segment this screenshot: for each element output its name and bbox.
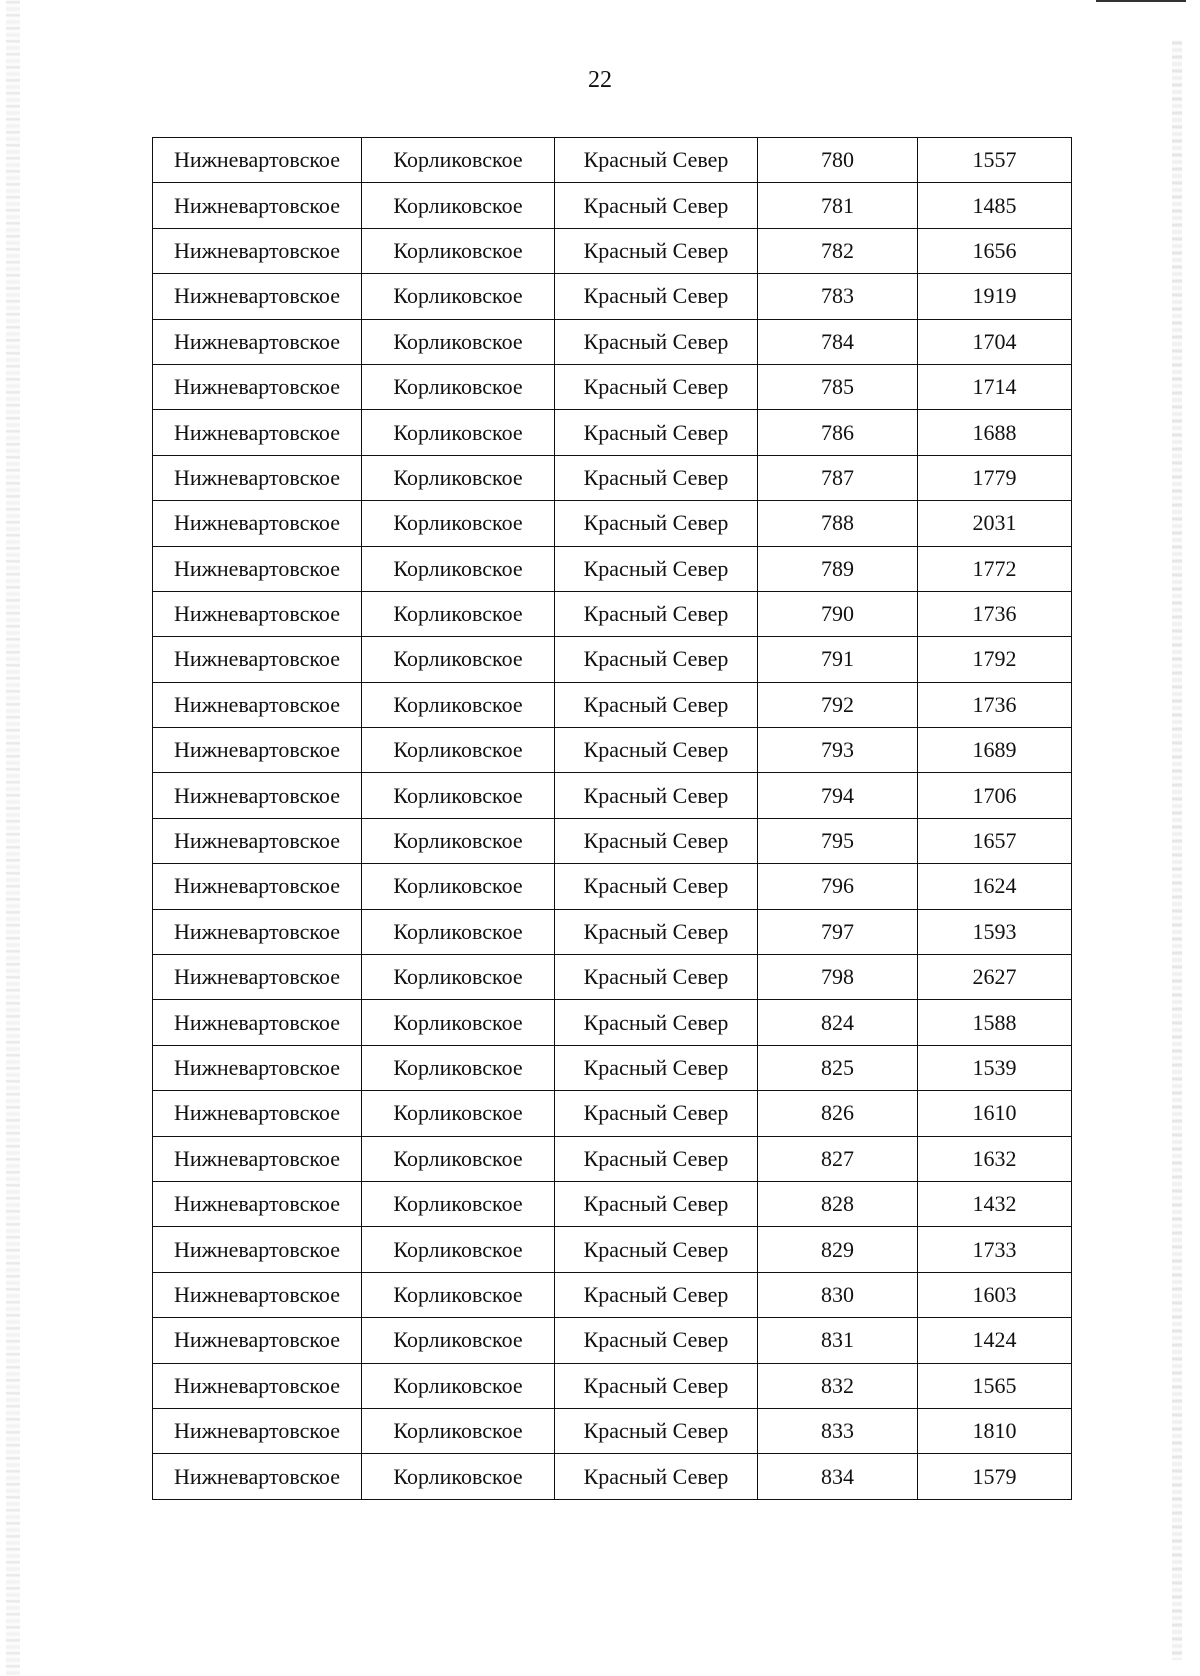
scan-top-line <box>1096 0 1186 2</box>
value-cell: 1539 <box>918 1045 1072 1090</box>
area-cell: Красный Север <box>555 637 758 682</box>
table-row <box>153 319 1072 364</box>
value-cell: 1557 <box>918 138 1072 183</box>
number-cell: 796 <box>758 864 918 909</box>
table-row <box>153 682 1072 727</box>
number-cell: 833 <box>758 1408 918 1453</box>
number-cell: 786 <box>758 410 918 455</box>
number-cell: 790 <box>758 591 918 636</box>
table-row <box>153 1408 1072 1453</box>
table-row <box>153 818 1072 863</box>
data-table <box>152 137 1072 1500</box>
number-cell: 825 <box>758 1045 918 1090</box>
area-cell: Красный Север <box>555 955 758 1000</box>
field-cell: Корликовское <box>362 319 555 364</box>
region-cell: Нижневартовское <box>153 1408 362 1453</box>
value-cell: 2031 <box>918 501 1072 546</box>
area-cell: Красный Север <box>555 1408 758 1453</box>
number-cell: 780 <box>758 138 918 183</box>
value-cell: 1733 <box>918 1227 1072 1272</box>
region-cell: Нижневартовское <box>153 1454 362 1499</box>
number-cell: 832 <box>758 1363 918 1408</box>
field-cell: Корликовское <box>362 364 555 409</box>
number-cell: 791 <box>758 637 918 682</box>
table-row <box>153 501 1072 546</box>
region-cell: Нижневартовское <box>153 1181 362 1226</box>
region-cell: Нижневартовское <box>153 728 362 773</box>
value-cell: 1736 <box>918 682 1072 727</box>
number-cell: 826 <box>758 1091 918 1136</box>
field-cell: Корликовское <box>362 864 555 909</box>
value-cell: 1688 <box>918 410 1072 455</box>
region-cell: Нижневартовское <box>153 138 362 183</box>
value-cell: 1632 <box>918 1136 1072 1181</box>
area-cell: Красный Север <box>555 1227 758 1272</box>
region-cell: Нижневартовское <box>153 682 362 727</box>
scan-edge-left <box>6 0 20 1676</box>
region-cell: Нижневартовское <box>153 274 362 319</box>
number-cell: 831 <box>758 1318 918 1363</box>
region-cell: Нижневартовское <box>153 1272 362 1317</box>
field-cell: Корликовское <box>362 546 555 591</box>
region-cell: Нижневартовское <box>153 319 362 364</box>
area-cell: Красный Север <box>555 319 758 364</box>
region-cell: Нижневартовское <box>153 1091 362 1136</box>
field-cell: Корликовское <box>362 1408 555 1453</box>
area-cell: Красный Север <box>555 591 758 636</box>
value-cell: 1689 <box>918 728 1072 773</box>
field-cell: Корликовское <box>362 228 555 273</box>
field-cell: Корликовское <box>362 138 555 183</box>
area-cell: Красный Север <box>555 1454 758 1499</box>
value-cell: 1706 <box>918 773 1072 818</box>
area-cell: Красный Север <box>555 1136 758 1181</box>
table-row <box>153 909 1072 954</box>
field-cell: Корликовское <box>362 1181 555 1226</box>
table-row <box>153 274 1072 319</box>
field-cell: Корликовское <box>362 410 555 455</box>
region-cell: Нижневартовское <box>153 1363 362 1408</box>
number-cell: 784 <box>758 319 918 364</box>
region-cell: Нижневартовское <box>153 1045 362 1090</box>
value-cell: 1779 <box>918 455 1072 500</box>
region-cell: Нижневартовское <box>153 364 362 409</box>
value-cell: 1588 <box>918 1000 1072 1045</box>
region-cell: Нижневартовское <box>153 455 362 500</box>
field-cell: Корликовское <box>362 1272 555 1317</box>
page-number: 22 <box>588 67 612 93</box>
table-row <box>153 228 1072 273</box>
value-cell: 1424 <box>918 1318 1072 1363</box>
area-cell: Красный Север <box>555 410 758 455</box>
value-cell: 1624 <box>918 864 1072 909</box>
area-cell: Красный Север <box>555 909 758 954</box>
number-cell: 792 <box>758 682 918 727</box>
region-cell: Нижневартовское <box>153 546 362 591</box>
region-cell: Нижневартовское <box>153 228 362 273</box>
value-cell: 1485 <box>918 183 1072 228</box>
region-cell: Нижневартовское <box>153 955 362 1000</box>
area-cell: Красный Север <box>555 364 758 409</box>
area-cell: Красный Север <box>555 1045 758 1090</box>
table-row <box>153 591 1072 636</box>
field-cell: Корликовское <box>362 591 555 636</box>
table-row <box>153 1000 1072 1045</box>
number-cell: 834 <box>758 1454 918 1499</box>
value-cell: 1810 <box>918 1408 1072 1453</box>
field-cell: Корликовское <box>362 773 555 818</box>
area-cell: Красный Север <box>555 1363 758 1408</box>
region-cell: Нижневартовское <box>153 1000 362 1045</box>
table-row <box>153 1363 1072 1408</box>
table-row <box>153 1136 1072 1181</box>
region-cell: Нижневартовское <box>153 773 362 818</box>
value-cell: 1579 <box>918 1454 1072 1499</box>
region-cell: Нижневартовское <box>153 410 362 455</box>
number-cell: 830 <box>758 1272 918 1317</box>
region-cell: Нижневартовское <box>153 1136 362 1181</box>
area-cell: Красный Север <box>555 546 758 591</box>
table-row <box>153 955 1072 1000</box>
field-cell: Корликовское <box>362 1227 555 1272</box>
area-cell: Красный Север <box>555 228 758 273</box>
field-cell: Корликовское <box>362 1363 555 1408</box>
number-cell: 794 <box>758 773 918 818</box>
field-cell: Корликовское <box>362 1000 555 1045</box>
value-cell: 1772 <box>918 546 1072 591</box>
field-cell: Корликовское <box>362 637 555 682</box>
value-cell: 1736 <box>918 591 1072 636</box>
table-row <box>153 183 1072 228</box>
region-cell: Нижневартовское <box>153 183 362 228</box>
field-cell: Корликовское <box>362 1454 555 1499</box>
number-cell: 827 <box>758 1136 918 1181</box>
table-row <box>153 773 1072 818</box>
table-row <box>153 1272 1072 1317</box>
number-cell: 781 <box>758 183 918 228</box>
area-cell: Красный Север <box>555 1272 758 1317</box>
number-cell: 829 <box>758 1227 918 1272</box>
region-cell: Нижневартовское <box>153 864 362 909</box>
table-row <box>153 1454 1072 1499</box>
area-cell: Красный Север <box>555 274 758 319</box>
area-cell: Красный Север <box>555 728 758 773</box>
value-cell: 1432 <box>918 1181 1072 1226</box>
area-cell: Красный Север <box>555 773 758 818</box>
area-cell: Красный Север <box>555 1318 758 1363</box>
number-cell: 785 <box>758 364 918 409</box>
value-cell: 1792 <box>918 637 1072 682</box>
table-row <box>153 410 1072 455</box>
table-row <box>153 728 1072 773</box>
value-cell: 1565 <box>918 1363 1072 1408</box>
number-cell: 787 <box>758 455 918 500</box>
table-row <box>153 637 1072 682</box>
region-cell: Нижневартовское <box>153 591 362 636</box>
region-cell: Нижневартовское <box>153 1318 362 1363</box>
field-cell: Корликовское <box>362 1045 555 1090</box>
region-cell: Нижневартовское <box>153 1227 362 1272</box>
value-cell: 2627 <box>918 955 1072 1000</box>
field-cell: Корликовское <box>362 682 555 727</box>
area-cell: Красный Север <box>555 864 758 909</box>
area-cell: Красный Север <box>555 1000 758 1045</box>
value-cell: 1714 <box>918 364 1072 409</box>
field-cell: Корликовское <box>362 728 555 773</box>
table-row <box>153 1318 1072 1363</box>
table-row <box>153 1045 1072 1090</box>
value-cell: 1657 <box>918 818 1072 863</box>
region-cell: Нижневартовское <box>153 501 362 546</box>
number-cell: 788 <box>758 501 918 546</box>
number-cell: 782 <box>758 228 918 273</box>
region-cell: Нижневартовское <box>153 818 362 863</box>
table-row <box>153 546 1072 591</box>
area-cell: Красный Север <box>555 501 758 546</box>
table-row <box>153 138 1072 183</box>
field-cell: Корликовское <box>362 1136 555 1181</box>
scan-edge-right <box>1172 40 1182 1660</box>
area-cell: Красный Север <box>555 455 758 500</box>
area-cell: Красный Север <box>555 1181 758 1226</box>
value-cell: 1593 <box>918 909 1072 954</box>
area-cell: Красный Север <box>555 818 758 863</box>
area-cell: Красный Север <box>555 138 758 183</box>
field-cell: Корликовское <box>362 1091 555 1136</box>
table-row <box>153 455 1072 500</box>
field-cell: Корликовское <box>362 183 555 228</box>
area-cell: Красный Север <box>555 682 758 727</box>
number-cell: 824 <box>758 1000 918 1045</box>
region-cell: Нижневартовское <box>153 909 362 954</box>
number-cell: 795 <box>758 818 918 863</box>
value-cell: 1919 <box>918 274 1072 319</box>
table-body <box>153 138 1072 1500</box>
value-cell: 1704 <box>918 319 1072 364</box>
field-cell: Корликовское <box>362 1318 555 1363</box>
field-cell: Корликовское <box>362 501 555 546</box>
table-row <box>153 864 1072 909</box>
field-cell: Корликовское <box>362 455 555 500</box>
number-cell: 828 <box>758 1181 918 1226</box>
table-row <box>153 364 1072 409</box>
number-cell: 793 <box>758 728 918 773</box>
table-row <box>153 1091 1072 1136</box>
field-cell: Корликовское <box>362 955 555 1000</box>
field-cell: Корликовское <box>362 818 555 863</box>
number-cell: 798 <box>758 955 918 1000</box>
table-row <box>153 1181 1072 1226</box>
field-cell: Корликовское <box>362 274 555 319</box>
number-cell: 797 <box>758 909 918 954</box>
number-cell: 789 <box>758 546 918 591</box>
field-cell: Корликовское <box>362 909 555 954</box>
region-cell: Нижневартовское <box>153 637 362 682</box>
number-cell: 783 <box>758 274 918 319</box>
value-cell: 1603 <box>918 1272 1072 1317</box>
table-row <box>153 1227 1072 1272</box>
value-cell: 1656 <box>918 228 1072 273</box>
area-cell: Красный Север <box>555 183 758 228</box>
value-cell: 1610 <box>918 1091 1072 1136</box>
area-cell: Красный Север <box>555 1091 758 1136</box>
